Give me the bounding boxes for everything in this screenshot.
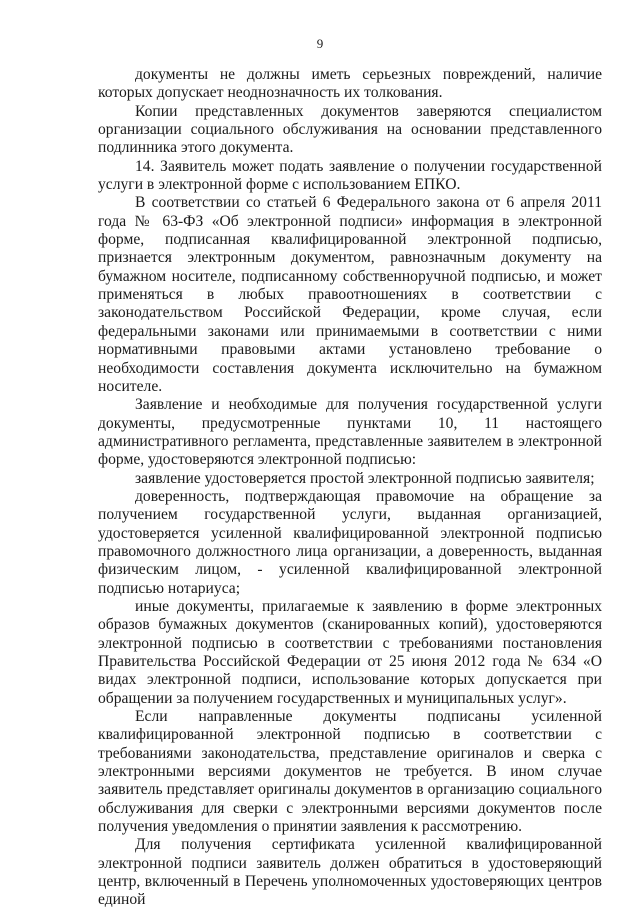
paragraph-item-14: 14. Заявитель может подать заявление о получении государственной услуги в электронной форме с использованием ЕПКО. <box>98 157 602 194</box>
paragraph-documents-condition: документы не должны иметь серьезных повреждений, наличие которых допускает неоднозначность их толкования. <box>98 66 602 102</box>
paragraph-application-documents: Заявление и необходимые для получения государственной услуги документы, предусмотренные пунктами 10, 11 настоящего административного регламента, представленные заявителем в электронной форме, удостоверяются электронной подписью: <box>98 396 602 469</box>
document-body <box>98 66 602 910</box>
paragraph-originals-verification: Если направленные документы подписаны усиленной квалифицированной электронной подписью в соответствии с требованиями законодательства, представление оригиналов и сверка с электронными версиями документов не требуется. В ином случае заявитель представляет оригиналы документов в организацию социального обслуживания для сверки с электронными версиями документов после получения уведомления о принятии заявления к рассмотрению. <box>98 708 602 836</box>
paragraph-electronic-signature-law: В соответствии со статьей 6 Федерального закона от 6 апреля 2011 года № 63-ФЗ «Об электронной подписи» информация в электронной форме, подписанная квалифицированной электронной подписью, признается электронным документом, равнозначным документу на бумажном носителе, подписанному собственноручной подписью, и может применяться в любых правоотношениях в соответствии с законодательством Российской Федерации, кроме случая, если федеральными законами или принимаемыми в соответствии с ними нормативными правовыми актами установлено требование о необходимости составления документа исключительно на бумажном носителе. <box>98 194 602 395</box>
paragraph-copies-certified: Копии представленных документов заверяются специалистом организации социального обслуживания на основании представленного подлинника этого документа. <box>98 102 602 157</box>
paragraph-certificate-center: Для получения сертификата усиленной квалифицированной электронной подписи заявитель должен обратиться в удостоверяющий центр, включенный в Перечень уполномоченных удостоверяющих центров единой <box>98 836 602 909</box>
paragraph-other-documents: иные документы, прилагаемые к заявлению в форме электронных образов бумажных документов (сканированных копий), удостоверяются электронной подписью в соответствии с требованиями постановления Правительства Российской Федерации от 25 июня 2012 года № 634 «О видах электронной подписи, использование которых допускается при обращении за получением государственных и муниципальных услуг». <box>98 597 602 707</box>
page-number: 9 <box>316 36 324 51</box>
paragraph-power-of-attorney: доверенность, подтверждающая правомочие на обращение за получением государственной услуги, выданная организацией, удостоверяется усиленной квалифицированной электронной подписью правомочного должностного лица организации, а доверенность, выданная физическим лицом, - усиленной квалифицированной электронной подписью нотариуса; <box>98 487 602 597</box>
paragraph-simple-signature: заявление удостоверяется простой электронной подписью заявителя; <box>135 469 595 487</box>
